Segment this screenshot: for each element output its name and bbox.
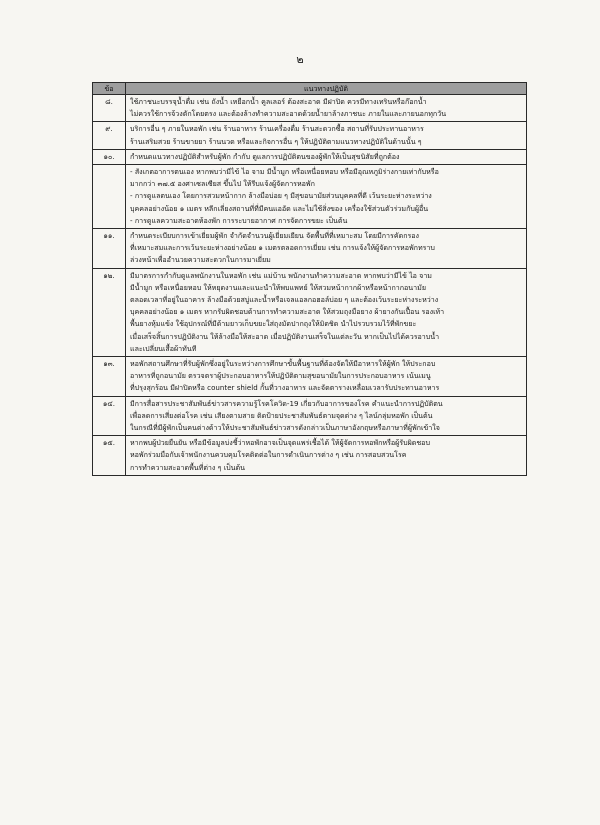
header-no: ข้อ [93, 83, 126, 95]
guideline-line: ในกรณีที่มีผู้พักเป็นคนต่างด้าวให้ประชาสัมพันธ์ข่าวสารดังกล่าวเป็นภาษาอังกฤษหรือภาษาที่ผู้พักเข้าใจ [130, 423, 440, 433]
guideline-line: หอพักร่วมมือกับเจ้าพนักงานควบคุมโรคติดต่อในการดำเนินการต่าง ๆ เช่น การสอบสวนโรค [130, 450, 407, 460]
header-guideline: แนวทางปฏิบัติ [126, 83, 527, 95]
guideline-line: หอพักสถานศึกษาที่รับผู้พักซึ่งอยู่ในระหว่างการศึกษาขั้นพื้นฐานที่ต้องจัดให้มีอาหารให้ผู้พัก ให้ประกอบ [130, 359, 436, 369]
guideline-line: ล่วงหน้าเพื่ออำนวยความสะดวกในการมาเยี่ยม [130, 255, 271, 265]
table-row [93, 357, 527, 397]
guideline-line: บุคคลอย่างน้อย ๑ เมตร หากรับผิดชอบด้านการทำความสะอาด ให้สวมถุงมือยาง ผ้ายางกันเปื้อน รองเท้า [130, 307, 445, 317]
guideline-text [126, 268, 527, 356]
guideline-line: กำหนดระเบียบการเข้าเยี่ยมผู้พัก จำกัดจำนวนผู้เยี่ยมเยียน จัดพื้นที่ที่เหมาะสม โดยมีการคัดกรอง [130, 231, 420, 241]
item-number [93, 165, 126, 229]
guideline-line: หากพบผู้ป่วยยืนยัน หรือมีข้อมูลบ่งชี้ว่าหอพักอาจเป็นจุดแพร่เชื้อได้ ให้ผู้จัดการหอพักหรือผู้รับผิดชอบ [130, 438, 430, 448]
guideline-line: ร้านเสริมสวย ร้านขายยา ร้านนวด หรือและกิจการอื่น ๆ ให้ปฏิบัติตามแนวทางปฏิบัติในด้านนั้น ๆ [130, 136, 422, 146]
page-number: ๒ [296, 53, 304, 66]
item-number: ๑๑. [93, 229, 126, 269]
guideline-line: ไม่ควรใช้การจ้วงตักโดยตรง และต้องล้างทำความสะอาดด้วยน้ำยาล้างภาชนะ ภายในและภายนอกทุกวัน [130, 109, 447, 119]
guideline-line: และเปลี่ยนเสื้อผ้าทันที [130, 343, 197, 353]
guideline-line: เมื่อเสร็จสิ้นการปฏิบัติงาน ให้ล้างมือให้สะอาด เมื่อปฏิบัติงานเสร็จในแต่ละวัน หากเป็นไปได้ควรอาบน้ำ [130, 331, 440, 341]
table-body [93, 95, 527, 476]
table-row [93, 229, 527, 269]
item-number: ๑๒. [93, 268, 126, 356]
guideline-text [126, 122, 527, 149]
item-number: ๘. [93, 95, 126, 122]
item-number: ๑๐. [93, 149, 126, 164]
guideline-line: - สังเกตอาการตนเอง หากพบว่ามีไข้ ไอ จาม มีน้ำมูก หรือเหนื่อยหอบ หรือมีอุณหภูมิร่างกายเท่ากับหรือ [130, 167, 439, 177]
guideline-text [126, 165, 527, 229]
guideline-line: ที่เหมาะสมและการเว้นระยะห่างอย่างน้อย ๑ เมตรตลอดการเยี่ยม เช่น การแจ้งให้ผู้จัดการหอพักทราบ [130, 243, 435, 253]
item-number: ๙. [93, 122, 126, 149]
guideline-line: พื้นยางหุ้มแข้ง ใช้อุปกรณ์ที่มีด้ามยาวเก็บขยะใส่ถุงมัดปากถุงให้มิดชิด นำไปรวบรวมไว้ที่พักขยะ [130, 319, 417, 329]
table-row [93, 436, 527, 476]
guideline-line: มีการสื่อสารประชาสัมพันธ์ข่าวสารความรู้โรคโควิด-19 เกี่ยวกับอาการของโรค คำแนะนำการปฏิบัติตน [130, 398, 443, 408]
guideline-text [126, 149, 527, 164]
guidelines-table [92, 82, 527, 476]
table-row [93, 149, 527, 164]
item-number: ๑๕. [93, 436, 126, 476]
guideline-text [126, 357, 527, 397]
table-row [93, 165, 527, 229]
guideline-text [126, 436, 527, 476]
guideline-line: ตลอดเวลาที่อยู่ในอาคาร ล้างมือด้วยสบู่และน้ำหรือเจลแอลกอฮอล์บ่อย ๆ และต้องเว้นระยะห่างระหว่าง [130, 295, 439, 305]
item-number: ๑๓. [93, 357, 126, 397]
guideline-text [126, 396, 527, 436]
guideline-line: มากกว่า ๓๗.๕ องศาเซลเซียส ขึ้นไป ให้รีบแจ้งผู้จัดการหอพัก [130, 179, 315, 189]
guideline-line: บริการอื่น ๆ ภายในหอพัก เช่น ร้านอาหาร ร้านเครื่องดื่ม ร้านสะดวกซื้อ สถานที่รับประทานอาหาร [130, 124, 424, 134]
guideline-line: มีน้ำมูก หรือเหนื่อยหอบ ให้หยุดงานและแนะนำให้พบแพทย์ ให้สวมหน้ากากผ้าหรือหน้ากากอนามัย [130, 282, 426, 292]
guideline-line: - การดูแลความสะอาดห้องพัก การระบายอากาศ การจัดการขยะ เป็นต้น [130, 215, 348, 225]
table-header-row [93, 83, 527, 95]
table-row [93, 268, 527, 356]
guideline-text [126, 229, 527, 269]
guideline-line: อาหารที่ถูกอนามัย ตรวจตราผู้ประกอบอาหารให้ปฏิบัติตามสุขอนามัยในการประกอบอาหาร เน้นเมนู [130, 371, 431, 381]
guideline-line: มีมาตรการกำกับดูแลพนักงานในหอพัก เช่น แม่บ้าน พนักงานทำความสะอาด หากพบว่ามีไข้ ไอ จาม [130, 270, 432, 280]
guideline-line: บุคคลอย่างน้อย ๑ เมตร หลีกเลี่ยงสถานที่ที่มีคนแออัด และไม่ใช้สิ่งของ เครื่องใช้ส่วนตัวร่วมกับผู้อื่น [130, 203, 429, 213]
guideline-text [126, 95, 527, 122]
guideline-line: กำหนดแนวทางปฏิบัติสำหรับผู้พัก กำกับ ดูแลการปฏิบัติตนของผู้พักให้เป็นสุขนิสัยที่ถูกต้อง [130, 151, 400, 161]
table-row [93, 396, 527, 436]
item-number: ๑๔. [93, 396, 126, 436]
guideline-line: เพื่อลดการเสี่ยงต่อโรค เช่น เสียงตามสาย ติดป้ายประชาสัมพันธ์ตามจุดต่าง ๆ ไลน์กลุ่มหอพัก เป็นต้น [130, 410, 433, 420]
guideline-line: การทำความสะอาดพื้นที่ต่าง ๆ เป็นต้น [130, 462, 245, 472]
table-row [93, 95, 527, 122]
guideline-line: ใช้ภาชนะบรรจุน้ำดื่ม เช่น ถังน้ำ เหยือกน้ำ คูลเลอร์ ต้องสะอาด มีฝาปิด ควรมีทางเทรินหรือก๊อกน้ำ [130, 97, 427, 106]
table-row [93, 122, 527, 149]
guideline-line: - การดูแลตนเอง โดยการสวมหน้ากาก ล้างมือบ่อย ๆ มีสุขอนามัยส่วนบุคคลที่ดี เว้นระยะห่างระหว่าง [130, 191, 432, 201]
guideline-line: ที่ปรุงสุกร้อน มีฝาปิดหรือ counter shield กั้นที่วางอาหาร และจัดตารางเหลื่อมเวลารับประทานอาหาร [130, 383, 440, 393]
